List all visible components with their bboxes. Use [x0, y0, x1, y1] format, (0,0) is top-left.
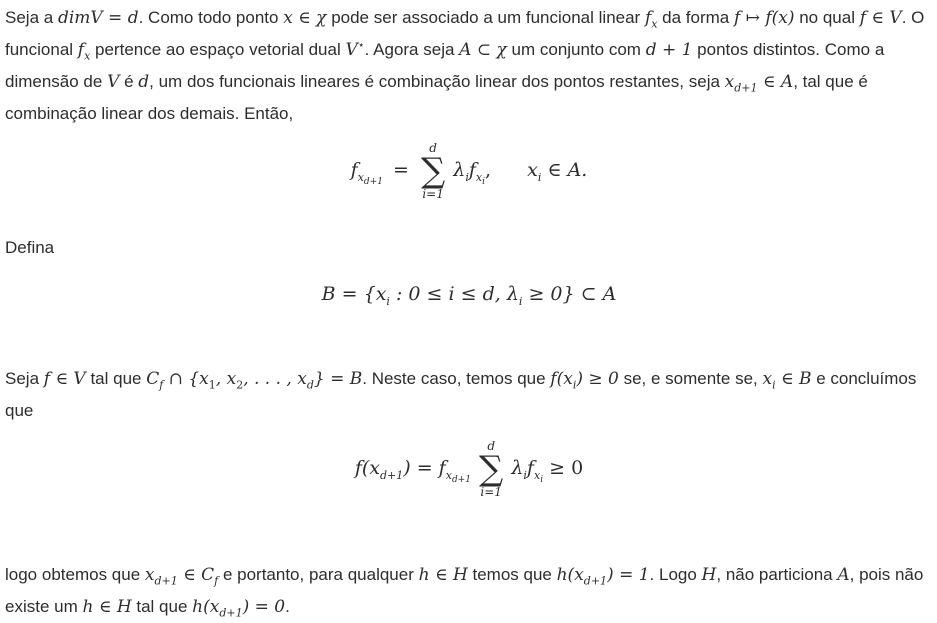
text: . Logo — [649, 565, 702, 584]
summation — [479, 440, 503, 498]
text: tal que — [85, 369, 147, 388]
text: , um dos funcionais lineares é combinação linear dos pontos restantes, seja — [149, 72, 725, 91]
text: é — [119, 72, 139, 91]
eq3-rhs: ≥ 0 — [543, 457, 584, 479]
math: x — [144, 565, 155, 585]
paragraph-defina — [5, 232, 54, 263]
math-sub: d+1 — [734, 81, 758, 95]
text: pode ser associado a um funcional linear — [326, 8, 645, 27]
math-sub: d+1 — [583, 574, 608, 588]
text: tal que — [131, 597, 193, 616]
eq-f-sub: x — [475, 170, 483, 184]
math: } = B — [313, 369, 363, 389]
sum-upper-limit: d — [429, 141, 437, 155]
eq-lambda: λ — [453, 159, 466, 181]
math-sub: f — [214, 574, 219, 588]
eq3-lhs: f(x — [354, 457, 380, 479]
math-sub: x — [651, 17, 658, 31]
math: h(x — [192, 597, 220, 617]
equation-set-b — [5, 283, 933, 308]
text: e portanto, para qualquer — [218, 565, 419, 584]
math: h ∈ — [82, 597, 117, 617]
text: logo obtemos que — [5, 565, 145, 584]
math: dimV = d — [57, 8, 139, 28]
math: ∈ B — [775, 369, 812, 389]
eq3-lambda-sub: i — [523, 468, 527, 482]
math-sub: 1 — [208, 378, 216, 392]
math: x — [724, 72, 735, 92]
eq3-lhs-sub: d+1 — [380, 468, 404, 482]
math: , . . . , x — [243, 369, 307, 389]
eq-b-part1: B = {x — [321, 283, 387, 305]
eq-equals: = — [393, 159, 409, 181]
math-calligraphic: H — [116, 597, 132, 617]
eq-lhs: f — [350, 159, 358, 181]
eq-cond-sub: i — [537, 170, 542, 184]
eq-f: f — [468, 159, 476, 181]
text: , tal que é combinação linear dos demais. Então, — [5, 72, 868, 123]
eq3-lhs-end: ) = f — [403, 457, 446, 479]
eq-cond: x — [527, 159, 538, 181]
text: . — [285, 597, 290, 616]
text: pertence ao espaço vetorial dual — [90, 40, 346, 59]
math-calligraphic: H — [452, 565, 468, 585]
math: A — [837, 565, 850, 585]
math: f — [644, 8, 652, 28]
sum-symbol: ∑ — [479, 449, 504, 489]
math-sub: i — [772, 378, 776, 392]
math: f ∈ V — [859, 8, 902, 28]
math: ∈ C — [177, 565, 215, 585]
math: V — [107, 72, 120, 92]
text: Seja — [5, 369, 44, 388]
math-sub: d — [306, 378, 314, 392]
math: f(x — [550, 369, 573, 389]
eq-b-part3: ≥ 0} ⊂ A — [522, 283, 617, 305]
eq-lambda-sub: i — [465, 170, 469, 184]
eq3-f: f — [526, 457, 534, 479]
sum-lower-limit: i=1 — [422, 187, 444, 201]
math: x ∈ χ — [283, 8, 327, 28]
math: f ∈ V — [43, 369, 86, 389]
math-sup: ⋆ — [357, 38, 365, 52]
math: ∩ {x — [163, 369, 209, 389]
math: h(x — [556, 565, 584, 585]
math-sub: 2 — [236, 378, 244, 392]
text: pontos distintos. Como a dimensão de — [5, 40, 885, 91]
eq-comma: , — [485, 159, 492, 181]
eq-lhs-subsub: d+1 — [363, 176, 383, 187]
text: e concluímos que — [5, 369, 917, 420]
eq-b-sub2: i — [518, 294, 523, 308]
eq-cond-rest: ∈ A. — [541, 159, 588, 181]
text: temos que — [467, 565, 557, 584]
math: ∈ A — [757, 72, 794, 92]
paragraph-intro — [5, 2, 933, 129]
text: da forma — [657, 8, 734, 27]
math: d + 1 — [645, 40, 693, 60]
text: um conjunto com — [506, 40, 646, 59]
math: d — [138, 72, 150, 92]
math: h ∈ — [418, 565, 453, 585]
math: f — [77, 40, 85, 60]
text: . Como todo ponto — [138, 8, 284, 27]
eq3-f2-subsub: i — [540, 474, 544, 485]
math-sub: d+1 — [154, 574, 178, 588]
math: V — [345, 40, 358, 60]
math-sub: x — [84, 49, 91, 63]
sum-symbol: ∑ — [420, 151, 446, 191]
math: A ⊂ χ — [459, 40, 507, 60]
eq-lhs-sub: x — [357, 170, 364, 184]
eq-f-subsub: i — [482, 176, 486, 187]
eq3-f-sub: x — [445, 468, 452, 482]
equation-f-xd1 — [5, 440, 933, 498]
text: , não particiona — [716, 565, 838, 584]
math: ) = 1 — [607, 565, 650, 585]
math: f ↦ f(x) — [734, 8, 795, 28]
eq3-lambda: λ — [511, 457, 524, 479]
text: , pois não existe um — [5, 565, 924, 616]
text: . Agora seja — [364, 40, 460, 59]
text: Defina — [5, 238, 55, 257]
math: ) = 0 — [242, 597, 286, 617]
sum-upper-limit: d — [487, 439, 495, 453]
paragraph-seja-f — [5, 363, 933, 426]
math-sub: d+1 — [219, 606, 243, 620]
equation-combination — [5, 142, 933, 200]
eq-b-part2: : 0 ≤ i ≤ d, λ — [389, 283, 519, 305]
text: . Neste caso, temos que — [362, 369, 551, 388]
text: no qual — [794, 8, 860, 27]
paragraph-conclusion — [5, 559, 933, 623]
eq3-f2-sub: x — [533, 468, 541, 482]
math: C — [146, 369, 160, 389]
text: . O funcional — [5, 8, 925, 59]
text: Seja a — [5, 8, 58, 27]
math-sub: f — [159, 378, 164, 392]
eq-b-sub1: i — [386, 294, 390, 308]
eq3-f-subsub: d+1 — [451, 474, 471, 485]
math-sub: i — [572, 378, 577, 392]
math-calligraphic: H — [701, 565, 717, 585]
math: ) ≥ 0 — [576, 369, 619, 389]
text: se, e somente se, — [618, 369, 763, 388]
summation — [421, 142, 445, 200]
sum-lower-limit: i=1 — [480, 485, 502, 499]
math: , x — [215, 369, 237, 389]
math: x — [762, 369, 773, 389]
